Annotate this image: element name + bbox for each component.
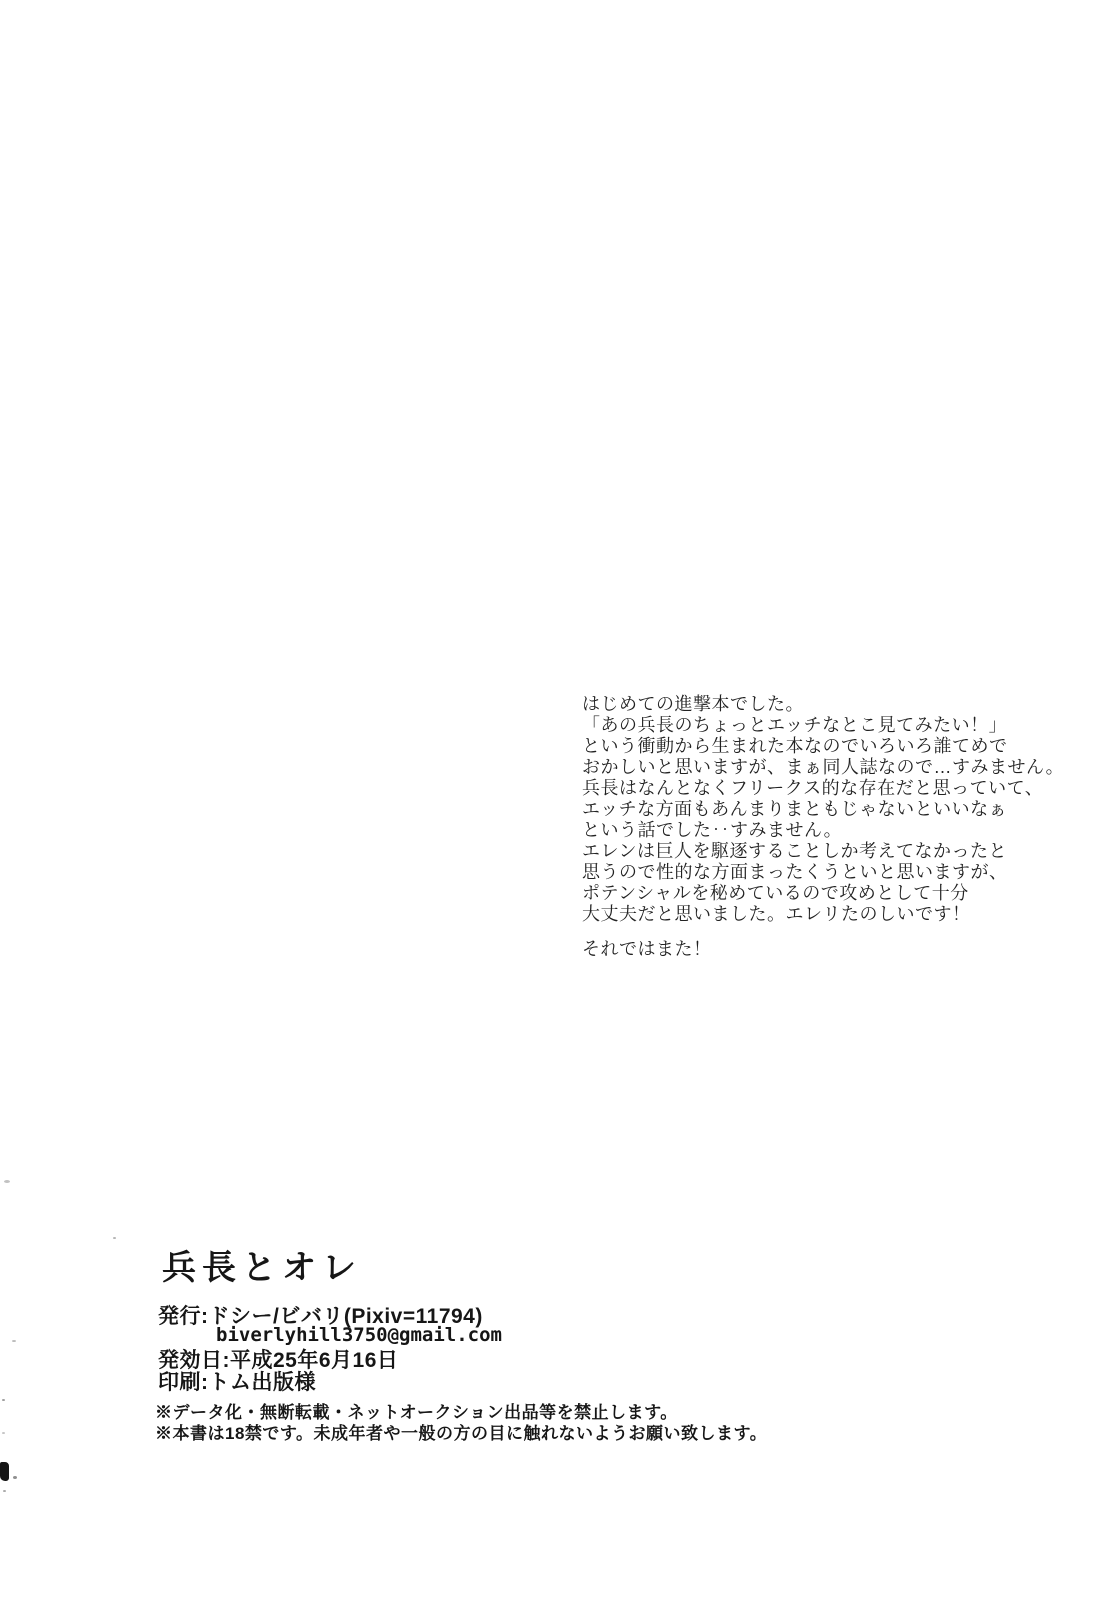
- afterword-line: エッチな方面もあんまりまともじゃないといいなぁ: [582, 799, 1008, 819]
- afterword-line: 兵長はなんとなくフリークス的な存在だと思っていて、: [582, 778, 1044, 798]
- printer-line: 印刷:トム出版様: [158, 1371, 316, 1394]
- scan-speck: [113, 1237, 116, 1239]
- publisher-line: 発行:ドシー/ビバリ(Pixiv=11794): [158, 1305, 483, 1328]
- afterword-line: 大丈夫だと思いました。エレリたのしいです！: [582, 904, 971, 924]
- afterword-line: 「あの兵長のちょっとエッチなとこ見てみたい！」: [582, 715, 1008, 735]
- afterword-line: おかしいと思いますが、まぁ同人誌なので…すみません。: [582, 757, 1065, 777]
- doujin-title: 兵長とオレ: [162, 1249, 362, 1287]
- afterword-line: はじめての進撃本でした。: [582, 694, 804, 714]
- afterword-line: という話でした‥すみません。: [582, 820, 843, 840]
- afterword-line: エレンは巨人を駆逐することしか考えてなかったと: [582, 841, 1008, 861]
- notice-line: ※データ化・無断転載・ネットオークション出品等を禁止します。: [155, 1403, 678, 1422]
- afterword-paragraph: [582, 694, 1072, 960]
- afterword-closing: それではまた！: [582, 939, 712, 959]
- scan-speck: [13, 1476, 17, 1479]
- afterword-line: 思うので性的な方面まったくうといと思いますが、: [582, 862, 1008, 882]
- contact-email: biverlyhill3750@gmail.com: [216, 1324, 502, 1346]
- afterword-line: ポテンシャルを秘めているので攻めとして十分: [582, 883, 969, 903]
- notices-block: [155, 1402, 767, 1444]
- scan-speck: [3, 1490, 6, 1492]
- scan-speck: [4, 1180, 10, 1183]
- scan-speck: [2, 1399, 5, 1401]
- scan-speck: [12, 1340, 16, 1342]
- issue-date-line: 発効日:平成25年6月16日: [158, 1349, 399, 1372]
- scan-artifact-blob: [0, 1462, 9, 1481]
- notice-line: ※本書は18禁です。未成年者や一般の方の目に触れないようお願い致します。: [155, 1424, 768, 1443]
- scan-speck: [2, 1432, 5, 1434]
- afterword-line: という衝動から生まれた本なのでいろいろ誰てめで: [582, 736, 1008, 756]
